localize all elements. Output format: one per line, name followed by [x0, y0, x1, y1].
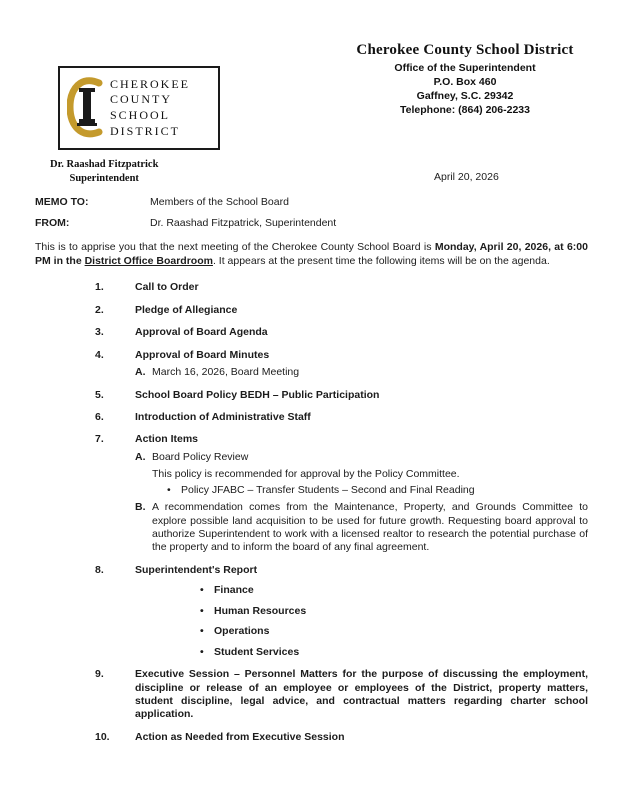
agenda-item-7	[35, 433, 588, 555]
intro-paragraph	[35, 240, 588, 268]
report-bullet-finance	[200, 584, 588, 597]
item-label: Call to Order	[135, 281, 199, 294]
item-number: 10.	[95, 730, 110, 743]
agenda-item-4	[35, 349, 588, 380]
intro-meeting-datetime: Monday, April 20, 2026, at 6:00 PM in the	[35, 241, 588, 268]
item-label: Introduction of Administrative Staff	[135, 410, 311, 423]
logo-line: CHEROKEE	[110, 76, 190, 91]
bullet-icon: •	[167, 483, 171, 496]
item-number: 8.	[95, 563, 104, 576]
report-bullet-student-services	[200, 646, 588, 659]
bullet-icon: •	[200, 645, 204, 658]
logo-line: DISTRICT	[110, 123, 180, 138]
letterhead-office: Office of the Superintendent	[394, 62, 536, 74]
item-label: Approval of Board Agenda	[135, 326, 268, 339]
report-bullet-text: Student Services	[214, 645, 300, 658]
column-seal-icon	[67, 75, 103, 141]
memo-from-label: FROM:	[35, 217, 70, 229]
agenda-item-6	[35, 411, 588, 424]
district-logo	[58, 66, 220, 150]
sub-item-letter: A.	[135, 450, 146, 463]
item-label: Executive Session – Personnel Matters for the purpose of discussing the employment, discipline or release of an employee or employees of the District, property matters, student discipline, legal advice, and contractual matters regarding charter school application.	[135, 668, 588, 721]
policy-committee-note: This policy is recommended for approval by the Policy Committee.	[152, 468, 460, 481]
agenda-item-10	[35, 731, 588, 744]
item-label: Approval of Board Minutes	[135, 348, 270, 361]
logo-line: COUNTY	[110, 92, 172, 107]
letterhead	[336, 42, 594, 117]
sub-item-letter: A.	[135, 366, 146, 379]
agenda-item-2	[35, 304, 588, 317]
report-bullet-text: Human Resources	[214, 604, 307, 617]
memo-date: April 20, 2026	[434, 171, 499, 183]
memo-to-row	[35, 196, 588, 208]
agenda-item-5	[35, 389, 588, 402]
bullet-icon: •	[200, 625, 204, 638]
memo-from-row	[35, 217, 588, 229]
item-number: 4.	[95, 348, 104, 361]
policy-bullet-item	[167, 484, 588, 497]
report-bullet-text: Finance	[214, 584, 254, 597]
bullet-icon: •	[200, 604, 204, 617]
letterhead-city: Gaffney, S.C. 29342	[416, 89, 514, 102]
item-number: 7.	[95, 433, 104, 446]
intro-text-2: . It appears at the present time the following items will be on the agenda.	[212, 255, 550, 268]
item-label: Action Items	[135, 433, 199, 446]
memo-to-value: Members of the School Board	[150, 196, 289, 208]
item-number: 6.	[95, 410, 104, 423]
intro-text-1: This is to apprise you that the next meeting of the Cherokee County School Board is	[35, 241, 435, 253]
agenda-list	[35, 281, 588, 744]
memo-to-label: MEMO TO:	[35, 196, 89, 208]
agenda-item-8	[35, 564, 588, 659]
signature-block	[50, 158, 158, 186]
item-label: Action as Needed from Executive Session	[135, 730, 345, 743]
sub-item-text: March 16, 2026, Board Meeting	[152, 366, 300, 379]
agenda-item-3	[35, 326, 588, 339]
logo-line: SCHOOL	[110, 108, 171, 122]
report-bullet-text: Operations	[214, 625, 270, 638]
report-bullet-operations	[200, 625, 588, 638]
sub-item-text: A recommendation comes from the Maintenance, Property, and Grounds Committee to explore possible land acquisition to be used for future growth. Requesting board approval to authorize Superintendent to work with a licensed realtor to research the potential purchase of the property and to inform the board of any final agreement.	[152, 501, 588, 554]
item-number: 3.	[95, 326, 104, 339]
agenda-item-9	[35, 668, 588, 722]
sub-item-b	[135, 501, 588, 555]
memo-from-value: Dr. Raashad Fitzpatrick, Superintendent	[150, 217, 337, 229]
intro-meeting-location: District Office Boardroom	[84, 255, 213, 268]
sub-item-a	[135, 451, 588, 464]
agenda-item-1	[35, 281, 588, 294]
report-bullet-human-resources	[200, 605, 588, 618]
item-label: Pledge of Allegiance	[135, 303, 238, 316]
item-number: 2.	[95, 303, 104, 316]
item-number: 1.	[95, 281, 104, 294]
sub-item-text: Board Policy Review	[152, 450, 249, 463]
district-name: Cherokee County School District	[356, 42, 574, 58]
item-number: 5.	[95, 388, 104, 401]
bullet-icon: •	[200, 584, 204, 597]
sub-item-letter: B.	[135, 501, 146, 514]
item-label: Superintendent's Report	[135, 563, 258, 576]
letterhead-pobox: P.O. Box 460	[433, 75, 497, 88]
superintendent-title: Superintendent	[69, 173, 139, 185]
item-number: 9.	[95, 668, 104, 681]
logo-wordmark	[110, 77, 190, 139]
item-label: School Board Policy BEDH – Public Participation	[135, 388, 380, 401]
sub-item-a	[135, 366, 588, 379]
policy-bullet-text: Policy JFABC – Transfer Students – Second and Final Reading	[181, 483, 475, 496]
superintendent-name: Dr. Raashad Fitzpatrick	[50, 159, 159, 170]
letterhead-phone: Telephone: (864) 206-2233	[400, 103, 530, 116]
